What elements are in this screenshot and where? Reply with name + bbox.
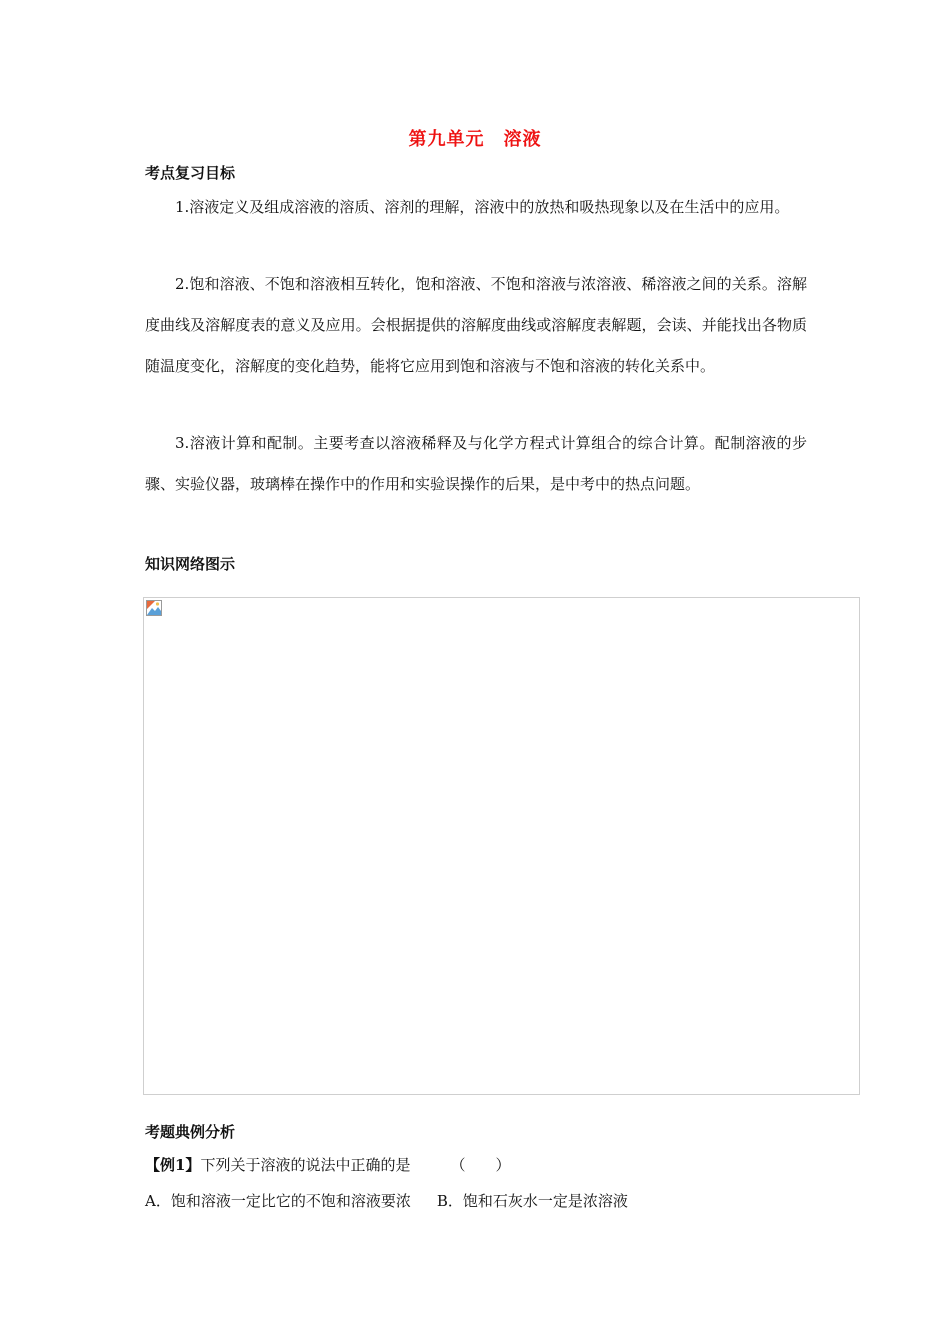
answer-parentheses: （ ）: [450, 1156, 511, 1174]
knowledge-network-heading: 知识网络图示: [145, 555, 236, 573]
goal-paragraph-1: 1.溶液定义及组成溶液的溶质、溶剂的理解，溶液中的放热和吸热现象以及在生活中的应用。: [175, 198, 790, 216]
option-b: B．饱和石灰水一定是浓溶液: [436, 1192, 628, 1210]
example-question: 下列关于溶液的说法中正确的是: [200, 1156, 411, 1174]
example-1: [145, 1154, 510, 1175]
example-analysis-heading: 考题典例分析: [145, 1123, 236, 1141]
option-a: A．饱和溶液一定比它的不饱和溶液要浓: [145, 1192, 411, 1210]
example-tag: 【例1】: [145, 1156, 201, 1174]
review-goals-heading: 考点复习目标: [145, 164, 236, 182]
example-options: [145, 1190, 628, 1211]
goal-paragraph-3: 3.溶液计算和配制。主要考查以溶液稀释及与化学方程式计算组合的综合计算。配制溶液的步骤、实验仪器，玻璃棒在操作中的作用和实验误操作的后果，是中考中的热点问题。: [145, 434, 807, 493]
page-title: 第九单元 溶液: [408, 129, 542, 150]
goal-paragraph-2: 2.饱和溶液、不饱和溶液相互转化，饱和溶液、不饱和溶液与浓溶液、稀溶液之间的关系。溶解度曲线及溶解度表的意义及应用。会根据提供的溶解度曲线或溶解度表解题，会读、并能找出各物质随温度变化，溶解度的变化趋势，能将它应用到饱和溶液与不饱和溶液的转化关系中。: [145, 275, 807, 375]
broken-image-icon: [146, 600, 162, 616]
knowledge-network-figure: [143, 597, 860, 1095]
